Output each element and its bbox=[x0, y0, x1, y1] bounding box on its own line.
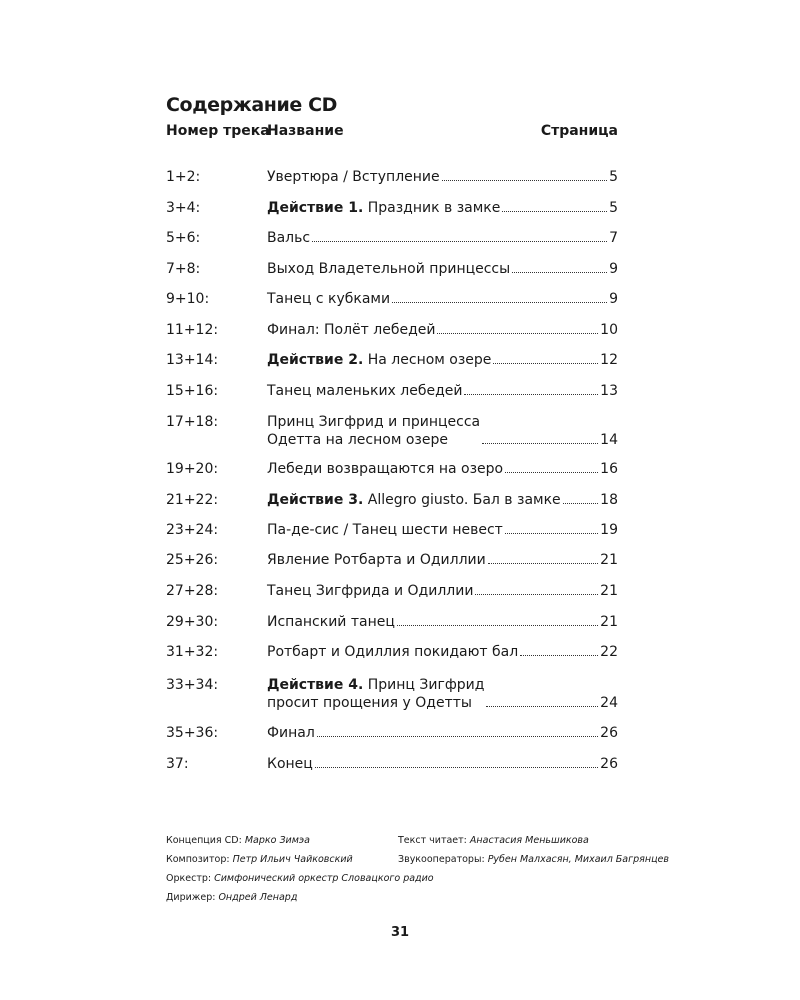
entry-title-line bbox=[267, 168, 440, 186]
credit-value: Ондрей Ленард bbox=[215, 892, 298, 903]
page-ref: 12 bbox=[600, 352, 618, 368]
entry-title-text: Танец Зигфрида и Одиллии bbox=[267, 583, 474, 599]
track-number: 33+34: bbox=[166, 677, 219, 693]
credit-label: Оркестр: bbox=[166, 873, 212, 884]
entry-title-line bbox=[267, 755, 313, 773]
entry-title-text: Одетта на лесном озере bbox=[267, 432, 448, 448]
entry-title bbox=[267, 676, 484, 712]
entry-title bbox=[267, 582, 473, 600]
entry-title-text: Праздник в замке bbox=[363, 200, 501, 216]
track-number: 11+12: bbox=[166, 322, 219, 338]
toc-entry bbox=[267, 521, 618, 539]
credits-right bbox=[398, 831, 669, 869]
entry-title-text: Принц Зигфрид и принцесса bbox=[267, 414, 481, 430]
entry-title bbox=[267, 260, 510, 278]
dot-leader bbox=[442, 180, 607, 181]
page-ref: 9 bbox=[609, 291, 618, 307]
credit-value: Анастасия Меньшикова bbox=[466, 835, 589, 846]
act-label: Действие 3. bbox=[267, 492, 364, 508]
track-number: 29+30: bbox=[166, 614, 219, 630]
credit-line bbox=[398, 850, 669, 869]
entry-title-text: Па-де-сис / Танец шести невест bbox=[267, 522, 503, 538]
track-number: 27+28: bbox=[166, 583, 219, 599]
credit-line bbox=[166, 869, 434, 888]
entry-title-line bbox=[267, 290, 390, 308]
page-ref: 9 bbox=[609, 261, 618, 277]
page-ref: 16 bbox=[600, 461, 618, 477]
dot-leader bbox=[505, 533, 598, 534]
dot-leader bbox=[392, 302, 607, 303]
act-label: Действие 4. bbox=[267, 677, 364, 693]
page-ref: 5 bbox=[609, 200, 618, 216]
entry-title-text: Вальс bbox=[267, 230, 311, 246]
entry-title-text: Выход Владетельной принцессы bbox=[267, 261, 511, 277]
page-ref: 10 bbox=[600, 322, 618, 338]
track-number: 35+36: bbox=[166, 725, 219, 741]
track-number: 17+18: bbox=[166, 414, 219, 430]
entry-title-text: просит прощения у Одетты bbox=[267, 695, 472, 711]
dot-leader bbox=[486, 706, 598, 707]
entry-title bbox=[267, 351, 491, 369]
page-ref: 7 bbox=[609, 230, 618, 246]
dot-leader bbox=[520, 655, 598, 656]
entry-title-line bbox=[267, 613, 395, 631]
credit-value: Петр Ильич Чайковский bbox=[229, 854, 353, 865]
track-number: 15+16: bbox=[166, 383, 219, 399]
track-number: 5+6: bbox=[166, 230, 201, 246]
entry-title-line bbox=[267, 229, 310, 247]
page-ref: 21 bbox=[600, 552, 618, 568]
page-ref: 18 bbox=[600, 492, 618, 508]
entry-title-text: Лебеди возвращаются на озеро bbox=[267, 461, 504, 477]
dot-leader bbox=[315, 767, 598, 768]
entry-title-line bbox=[267, 199, 500, 217]
entry-title bbox=[267, 382, 462, 400]
entry-title-line bbox=[267, 351, 491, 369]
dot-leader bbox=[475, 594, 598, 595]
track-number: 21+22: bbox=[166, 492, 219, 508]
header-track: Номер трека bbox=[166, 123, 270, 139]
entry-title bbox=[267, 413, 480, 449]
toc-entry bbox=[267, 290, 618, 308]
page-ref: 13 bbox=[600, 383, 618, 399]
page-ref: 19 bbox=[600, 522, 618, 538]
toc-entry bbox=[267, 168, 618, 186]
page-number: 31 bbox=[390, 925, 410, 940]
entry-title bbox=[267, 724, 315, 742]
toc-entry bbox=[267, 551, 618, 569]
entry-title-line bbox=[267, 724, 315, 742]
entry-title bbox=[267, 755, 313, 773]
credit-label: Композитор: bbox=[166, 854, 230, 865]
entry-title bbox=[267, 613, 395, 631]
entry-title bbox=[267, 290, 390, 308]
entry-title bbox=[267, 491, 561, 509]
page-ref: 26 bbox=[600, 756, 618, 772]
entry-title-text: Конец bbox=[267, 756, 313, 772]
toc-entry bbox=[267, 755, 618, 773]
entry-title-line bbox=[267, 643, 518, 661]
entry-title bbox=[267, 521, 503, 539]
credit-line bbox=[166, 850, 434, 869]
dot-leader bbox=[512, 272, 607, 273]
dot-leader bbox=[502, 211, 607, 212]
entry-title-text: Танец с кубками bbox=[267, 291, 391, 307]
toc-entry bbox=[267, 413, 618, 449]
toc-entry bbox=[267, 676, 618, 712]
track-number: 7+8: bbox=[166, 261, 201, 277]
credit-value: Марко Зимэа bbox=[241, 835, 310, 846]
page-title: Содержание CD bbox=[166, 94, 338, 116]
toc-entry bbox=[267, 382, 618, 400]
header-name: Название bbox=[267, 123, 344, 139]
dot-leader bbox=[317, 736, 598, 737]
act-label: Действие 2. bbox=[267, 352, 364, 368]
act-label: Действие 1. bbox=[267, 200, 364, 216]
entry-title bbox=[267, 229, 310, 247]
page-ref: 14 bbox=[600, 432, 618, 448]
page-ref: 24 bbox=[600, 695, 618, 711]
page-ref: 26 bbox=[600, 725, 618, 741]
track-number: 37: bbox=[166, 756, 189, 772]
toc-entry bbox=[267, 491, 618, 509]
track-number: 23+24: bbox=[166, 522, 219, 538]
page-ref: 5 bbox=[609, 169, 618, 185]
entry-title-line bbox=[267, 260, 510, 278]
entry-title-text: Танец маленьких лебедей bbox=[267, 383, 463, 399]
dot-leader bbox=[397, 625, 598, 626]
toc-entry bbox=[267, 460, 618, 478]
entry-title bbox=[267, 168, 440, 186]
track-number: 25+26: bbox=[166, 552, 219, 568]
entry-title-text: Финал: Полёт лебедей bbox=[267, 322, 436, 338]
entry-title-line bbox=[267, 321, 435, 339]
entry-title-line bbox=[267, 431, 480, 449]
track-number: 3+4: bbox=[166, 200, 201, 216]
entry-title-line bbox=[267, 676, 484, 694]
dot-leader bbox=[488, 563, 598, 564]
track-number: 13+14: bbox=[166, 352, 219, 368]
dot-leader bbox=[437, 333, 598, 334]
dot-leader bbox=[505, 472, 598, 473]
dot-leader bbox=[312, 241, 607, 242]
toc-entry bbox=[267, 613, 618, 631]
dot-leader bbox=[464, 394, 598, 395]
page-ref: 21 bbox=[600, 614, 618, 630]
entry-title bbox=[267, 551, 486, 569]
entry-title-text: Принц Зигфрид bbox=[363, 677, 485, 693]
entry-title-text: Allegro giusto. Бал в замке bbox=[363, 492, 561, 508]
credit-line bbox=[166, 831, 434, 850]
header-page: Страница bbox=[540, 123, 618, 139]
toc-entry bbox=[267, 582, 618, 600]
entry-title bbox=[267, 321, 435, 339]
entry-title bbox=[267, 643, 518, 661]
credit-label: Дирижер: bbox=[166, 892, 216, 903]
toc-entry bbox=[267, 199, 618, 217]
credit-value: Рубен Малхасян, Михаил Багрянцев bbox=[484, 854, 669, 865]
credit-line bbox=[166, 888, 434, 907]
entry-title bbox=[267, 199, 500, 217]
credits-left bbox=[166, 831, 434, 907]
track-number: 19+20: bbox=[166, 461, 219, 477]
track-number: 9+10: bbox=[166, 291, 210, 307]
entry-title-text: Испанский танец bbox=[267, 614, 395, 630]
toc-entry bbox=[267, 260, 618, 278]
toc-entry bbox=[267, 229, 618, 247]
toc-entry bbox=[267, 724, 618, 742]
credit-line bbox=[398, 831, 669, 850]
entry-title-text: Финал bbox=[267, 725, 315, 741]
credit-label: Концепция CD: bbox=[166, 835, 242, 846]
toc-entry bbox=[267, 643, 618, 661]
dot-leader bbox=[482, 443, 598, 444]
page-ref: 21 bbox=[600, 583, 618, 599]
entry-title-line bbox=[267, 694, 484, 712]
entry-title-text: Ротбарт и Одиллия покидают бал bbox=[267, 644, 519, 660]
dot-leader bbox=[493, 363, 598, 364]
entry-title-line bbox=[267, 491, 561, 509]
entry-title bbox=[267, 460, 503, 478]
entry-title-line bbox=[267, 382, 462, 400]
toc-entry bbox=[267, 321, 618, 339]
page-ref: 22 bbox=[600, 644, 618, 660]
entry-title-text: Явление Ротбарта и Одиллии bbox=[267, 552, 486, 568]
track-number: 31+32: bbox=[166, 644, 219, 660]
credit-label: Звукооператоры: bbox=[398, 854, 485, 865]
credit-value: Симфонический оркестр Словацкого радио bbox=[211, 873, 434, 884]
entry-title-line bbox=[267, 551, 486, 569]
credit-label: Текст читает: bbox=[398, 835, 467, 846]
entry-title-line bbox=[267, 460, 503, 478]
entry-title-line bbox=[267, 582, 473, 600]
toc-entry bbox=[267, 351, 618, 369]
entry-title-line bbox=[267, 413, 480, 431]
entry-title-text: Увертюра / Вступление bbox=[267, 169, 440, 185]
entry-title-text: На лесном озере bbox=[363, 352, 492, 368]
entry-title-line bbox=[267, 521, 503, 539]
dot-leader bbox=[563, 503, 599, 504]
track-number: 1+2: bbox=[166, 169, 201, 185]
